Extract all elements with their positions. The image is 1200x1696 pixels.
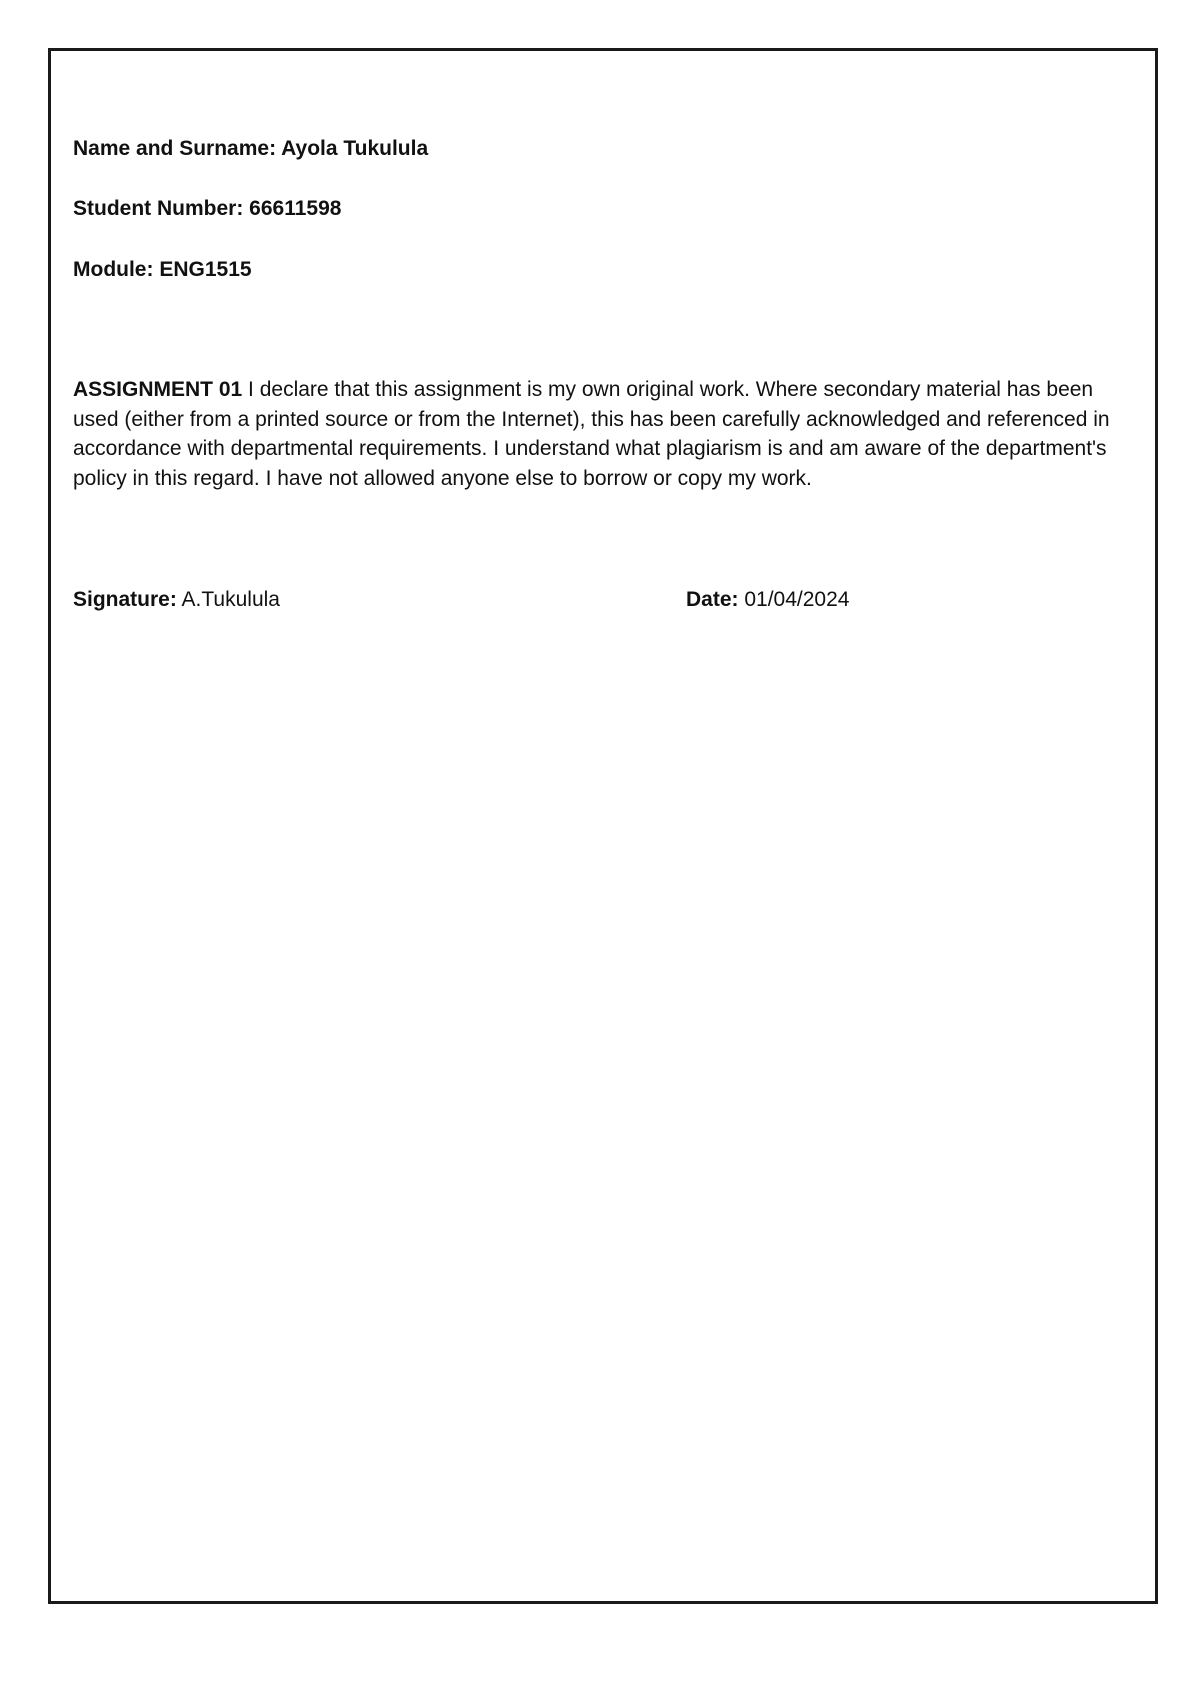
signature-line: [73, 587, 280, 613]
name-label: Name and Surname:: [73, 137, 277, 160]
name-and-surname-line: [73, 136, 428, 162]
date-line: [686, 587, 849, 613]
assignment-heading: ASSIGNMENT 01: [73, 378, 243, 401]
declaration-text: I declare that this assignment is my own original work. Where secondary material has been used (either from a printed source or from the Internet), this has been carefully acknowledged and referenced in accordance with departmental requirements. I understand what plagiarism is and am aware of the department's policy in this regard. I have not allowed anyone else to borrow or copy my work.: [73, 378, 1110, 490]
student-number-label: Student Number:: [73, 197, 244, 220]
date-label: Date:: [686, 588, 739, 611]
signature-value: A.Tukulula: [181, 588, 280, 611]
module-value: ENG1515: [159, 258, 252, 281]
signature-label: Signature:: [73, 588, 177, 611]
date-value: 01/04/2024: [744, 588, 850, 611]
module-line: [73, 257, 252, 283]
student-number-value: 66611598: [249, 197, 342, 220]
student-number-line: [73, 196, 341, 222]
name-value: Ayola Tukulula: [281, 137, 429, 160]
module-label: Module:: [73, 258, 154, 281]
plagiarism-declaration: [73, 375, 1123, 493]
